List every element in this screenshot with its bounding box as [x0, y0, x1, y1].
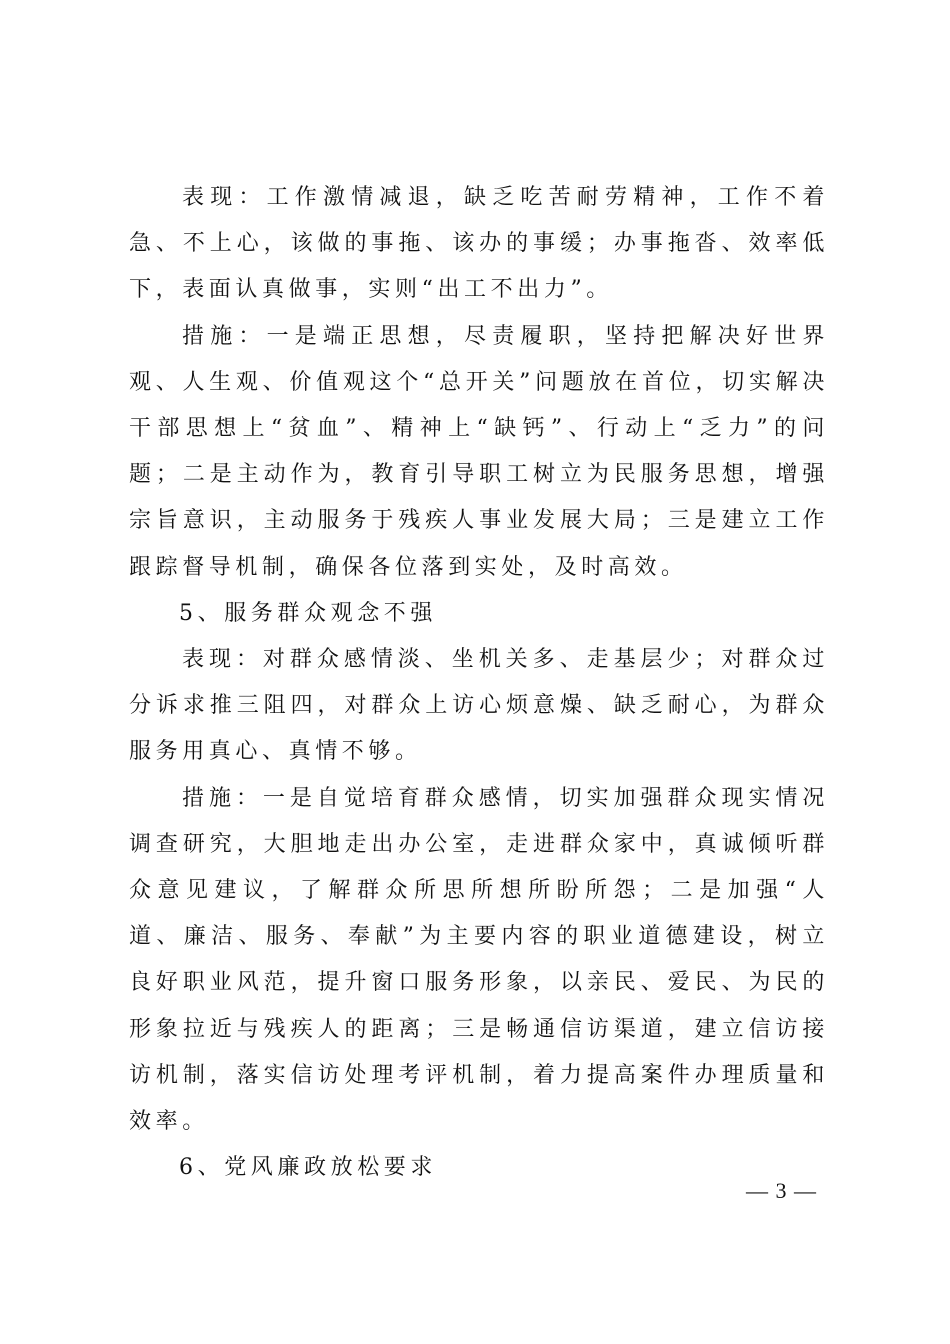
paragraph-performance-2: 表现：对群众感情淡、坐机关多、走基层少；对群众过分诉求推三阻四，对群众上访心烦意燥、缺乏耐心，为群众服务用真心、真情不够。 — [129, 647, 829, 765]
paragraph-measures-2: 措施：一是自觉培育群众感情，切实加强群众现实情况调查研究，大胆地走出办公室，走进群众家中，真诚倾听群众意见建议，了解群众所思所想所盼所怨；二是加强“人道、廉洁、服务、奉献”为主要内容的职业道德建设，树立良好职业风范，提升窗口服务形象，以亲民、爱民、为民的形象拉近与残疾人的距离；三是畅通信访渠道，建立信访接访机制，落实信访处理考评机制，着力提高案件办理质量和效率。 — [129, 785, 829, 1135]
paragraph-performance-1: 表现：工作激情减退，缺乏吃苦耐劳精神，工作不着急、不上心，该做的事拖、该办的事缓；办事拖沓、效率低下，表面认真做事，实则“出工不出力”。 — [129, 185, 829, 303]
paragraph-measures-1: 措施：一是端正思想，尽责履职，坚持把解决好世界观、人生观、价值观这个“总开关”问题放在首位，切实解决干部思想上“贫血”、精神上“缺钙”、行动上“乏力”的问题；二是主动作为，教育引导职工树立为民服务思想，增强宗旨意识，主动服务于残疾人事业发展大局；三是建立工作跟踪督导机制，确保各位落到实处，及时高效。 — [129, 323, 829, 580]
section-heading-6: 6、党风廉政放松要求 — [179, 1155, 437, 1181]
section-heading-5: 5、服务群众观念不强 — [179, 600, 437, 626]
document-page — [129, 175, 829, 1191]
page-number: — 3 — — [746, 1178, 817, 1203]
